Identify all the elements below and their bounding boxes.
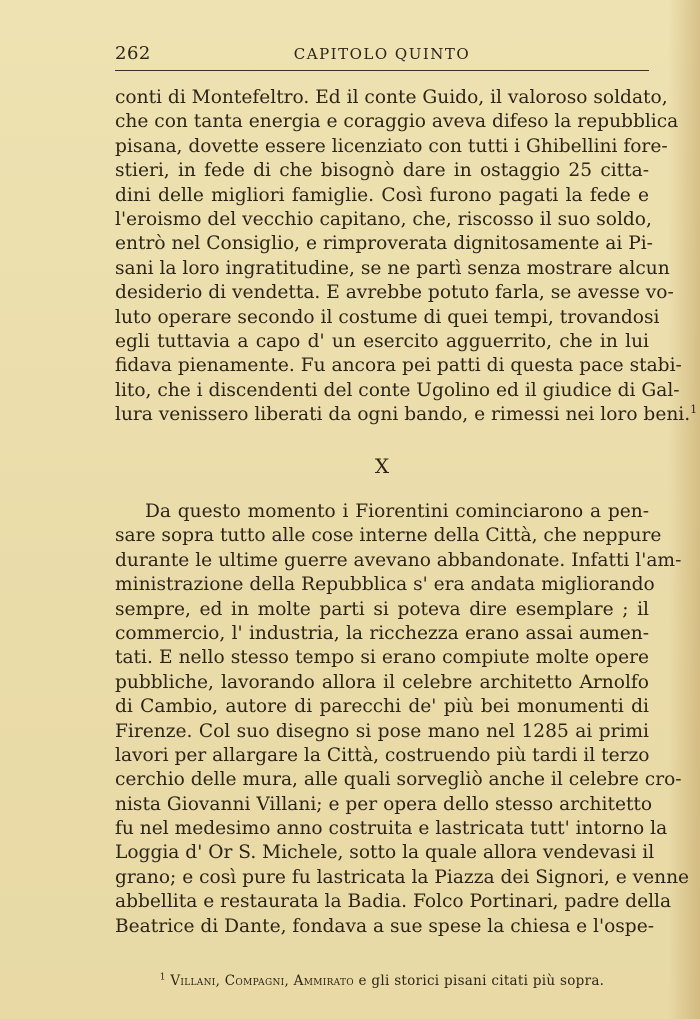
text-line: luto operare secondo il costume di quei tempi, trovandosi — [115, 306, 660, 328]
text-line: entrò nel Consiglio, e rimproverata dignitosamente ai Pi- — [115, 233, 653, 255]
paragraph-2 — [115, 500, 690, 939]
text-line: fidava pienamente. Fu ancora pei patti di questa pace stabi- — [115, 355, 682, 377]
text-line: abbellita e restaurata la Badia. Folco Portinari, padre della — [115, 891, 672, 913]
footnote-text: e gli storici pisani citati più sopra. — [358, 973, 605, 989]
footnote-reference[interactable]: 1 — [690, 402, 698, 416]
footnote-authors: Villani, Compagni, Ammirato — [170, 973, 354, 989]
page-header — [115, 40, 649, 71]
text-line: che con tanta energia e coraggio aveva difeso la repubblica — [115, 111, 679, 133]
text-line: desiderio di vendetta. E avrebbe potuto farla, se avesse vo- — [115, 282, 674, 304]
text-line: lura venissero liberati da ogni bando, e rimessi nei loro beni. — [115, 404, 691, 426]
text-line: Beatrice di Dante, fondava a sue spese la chiesa e l'ospe- — [115, 915, 655, 937]
text-line: Da questo momento i Fiorentini cominciarono a pen- — [145, 501, 649, 522]
text-line: fu nel medesimo anno costruita e lastricata tutt' intorno la — [115, 818, 668, 840]
text-line: nista Giovanni Villani; e per opera dello stesso architetto — [115, 793, 653, 815]
text-line: sani la loro ingratitudine, se ne partì senza mostrare alcun — [115, 257, 670, 279]
running-head: CAPITOLO QUINTO — [293, 45, 471, 63]
text-line: Loggia d' Or S. Michele, sotto la quale allora vendevasi il — [115, 842, 655, 864]
text-line: egli tuttavia a capo d' un esercito agguerrito, che in lui — [115, 330, 649, 352]
text-line: sare sopra tutto alle cose interne della Città, che neppure — [115, 525, 662, 547]
text-line: grano; e così pure fu lastricata la Piazza dei Signori, e venne — [115, 866, 690, 888]
text-line: dini delle migliori famiglie. Così furono pagati la fede e — [115, 184, 649, 206]
text-line: lavori per allargare la Città, costruendo più tardi il terzo — [115, 744, 650, 766]
text-line: stieri, in fede di che bisognò dare in ostaggio 25 citta- — [115, 160, 649, 182]
text-line: pisana, dovette essere licenziato con tutti i Ghibellini fore- — [115, 135, 668, 157]
text-line: di Cambio, autore di parecchi de' più bei monumenti di — [115, 696, 649, 718]
text-line: sempre, ed in molte parti si poteva dire esemplare ; il — [115, 598, 649, 620]
footnote — [115, 973, 649, 989]
text-line: lito, che i discendenti del conte Ugolino ed il giudice di Gal- — [115, 379, 680, 401]
text-line-with-footnote — [115, 402, 698, 427]
text-line: pubbliche, lavorando allora il celebre architetto Arnolfo — [115, 671, 649, 693]
text-line: durante le ultime guerre avevano abbandonate. Infatti l'am- — [115, 549, 682, 571]
page-number: 262 — [115, 43, 151, 64]
text-line: l'eroismo del vecchio capitano, che, riscosso il suo soldo, — [115, 208, 652, 230]
text-line: ministrazione della Repubblica s' era andata migliorando — [115, 574, 655, 596]
text-line: commercio, l' industria, la ricchezza erano assai aumen- — [115, 622, 649, 644]
section-number: X — [374, 454, 390, 478]
footnote-marker: 1 — [159, 972, 166, 983]
text-line: Firenze. Col suo disegno si pose mano nel 1285 ai primi — [115, 720, 649, 742]
paragraph-1 — [115, 86, 698, 427]
text-line: cerchio delle mura, alle quali sorvegliò anche il celebre cro- — [115, 769, 682, 791]
text-line: tati. E nello stesso tempo si erano compiute molte opere — [115, 647, 649, 669]
text-line: conti di Montefeltro. Ed il conte Guido, il valoroso soldato, — [115, 87, 668, 108]
